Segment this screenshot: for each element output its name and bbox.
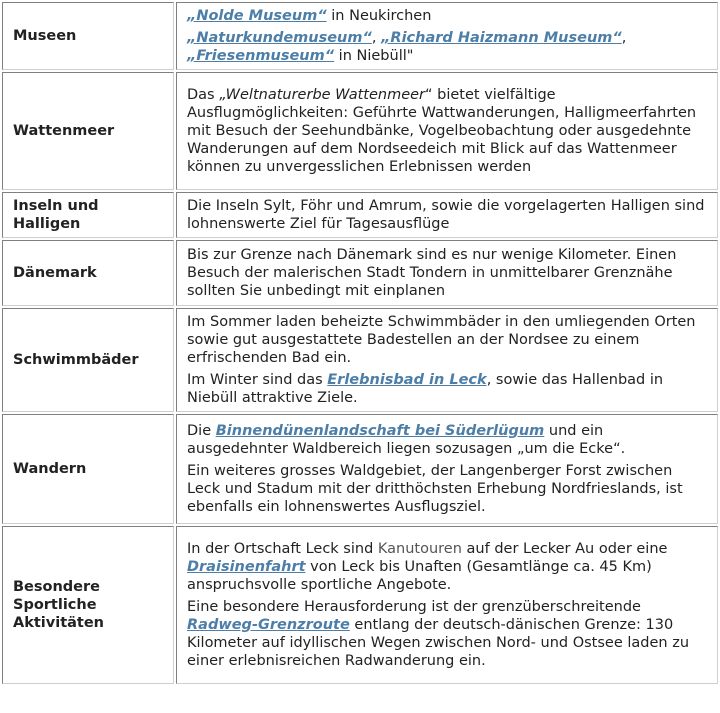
row-label-sport: Besondere Sportliche Aktivitäten (2, 526, 174, 684)
row-label-wattenmeer: Wattenmeer (2, 72, 174, 190)
table-row-wandern (2, 414, 718, 524)
erlebnisbad-link[interactable]: Erlebnisbad in Leck (327, 372, 487, 388)
sport-text-1: In der Ortschaft Leck sind (187, 541, 378, 557)
wandern-text-1: Die (187, 423, 216, 439)
binnenduenen-link[interactable]: Binnendünenlandschaft bei Süderlügum (215, 423, 545, 439)
table-row-sport (2, 526, 718, 684)
sport-text-2: auf der Lecker Au oder eine (461, 541, 668, 557)
wattenmeer-text-2: “ bietet vielfältige Ausflugmöglichkeiten: Geführte Wattwanderungen, Halligmeerfahrten mit Besuch der Seehundbänke, Vogelbeobachtung oder ausgedehnte Wanderungen auf dem Nordseedeich mit Blick auf das Wattenmeer können zu unvergesslichen Erlebnissen werden (187, 87, 697, 175)
sport-text-4: Eine besondere Herausforderung ist der grenzüberschreitende (187, 599, 641, 615)
sport-text-5: entlang der deutsch-dänischen Grenze: 130 Kilometer auf idyllischen Wegen zwischen Nord- und Ostsee laden zu einer erlebnisreichen Radwanderung ein. (187, 617, 690, 669)
museen-sep-1: , (371, 30, 382, 46)
museen-sep-2: , (621, 30, 627, 46)
row-desc-daenemark (176, 240, 718, 306)
nolde-museum-link[interactable]: „Nolde Museum“ (187, 8, 327, 24)
schwimmbaeder-text-1: Im Winter sind das (187, 372, 328, 388)
schwimmbaeder-text-2: , sowie das Hallenbad in Niebüll attraktive Ziele. (187, 372, 664, 406)
row-desc-inseln (176, 192, 718, 238)
row-desc-wattenmeer (176, 72, 718, 190)
row-desc-museen (176, 2, 718, 70)
row-label-daenemark: Dänemark (2, 240, 174, 306)
table-row-schwimmbaeder (2, 308, 718, 412)
wandern-para-2: Ein weiteres grosses Waldgebiet, der Langenberger Forst zwischen Leck und Stadum mit der dritthöchsten Erhebung Nordfrieslands, ist ebenfalls ein lohnenswertes Ausflugsziel. (187, 463, 683, 515)
row-label-schwimmbaeder: Schwimmbäder (2, 308, 174, 412)
schwimmbaeder-para-1: Im Sommer laden beheizte Schwimmbäder in den umliegenden Orten sowie gut ausgestattete Badestellen an der Nordsee zu einem erfrischenden Bad ein. (187, 314, 696, 366)
radweg-grenzroute-link[interactable]: Radweg-Grenzroute (187, 617, 350, 633)
row-desc-wandern (176, 414, 718, 524)
row-label-wandern: Wandern (2, 414, 174, 524)
wattenmeer-text-1: Das (187, 87, 220, 103)
row-label-museen: Museen (2, 2, 174, 70)
table-row-wattenmeer (2, 72, 718, 190)
table-row-museen (2, 2, 718, 70)
sport-text-3: von Leck bis Unaften (Gesamtlänge ca. 45 Km) anspruchsvolle sportliche Angebote. (187, 559, 652, 593)
inseln-text: Die Inseln Sylt, Föhr und Amrum, sowie die vorgelagerten Halligen sind lohnenswerte Ziel für Tagesausflüge (187, 198, 705, 232)
table-row-daenemark (2, 240, 718, 306)
wandern-text-2: und ein ausgedehnter Waldbereich liegen sozusagen „um die Ecke“. (187, 423, 626, 457)
daenemark-text: Bis zur Grenze nach Dänemark sind es nur wenige Kilometer. Einen Besuch der malerischen Stadt Tondern in unmittelbarer Grenznähe sollten Sie unbedingt mit einplanen (187, 247, 677, 299)
naturkundemuseum-link[interactable]: „Naturkundemuseum“ (187, 30, 372, 46)
friesenmuseum-link[interactable]: „Friesenmuseum“ (187, 48, 335, 64)
museen-text-2: in Niebüll" (334, 48, 414, 64)
museen-text-1: in Neukirchen (326, 8, 432, 24)
haizmann-museum-link[interactable]: „Richard Haizmann Museum“ (381, 30, 622, 46)
row-label-inseln: Inseln und Halligen (2, 192, 174, 238)
kanutouren-link[interactable]: Kanutouren (377, 541, 462, 557)
draisinenfahrt-link[interactable]: Draisinenfahrt (187, 559, 306, 575)
table-row-inseln (2, 192, 718, 238)
row-desc-schwimmbaeder (176, 308, 718, 412)
row-desc-sport (176, 526, 718, 684)
wattenmeer-emphasis: „Weltnaturerbe Wattenmeer (219, 87, 426, 103)
